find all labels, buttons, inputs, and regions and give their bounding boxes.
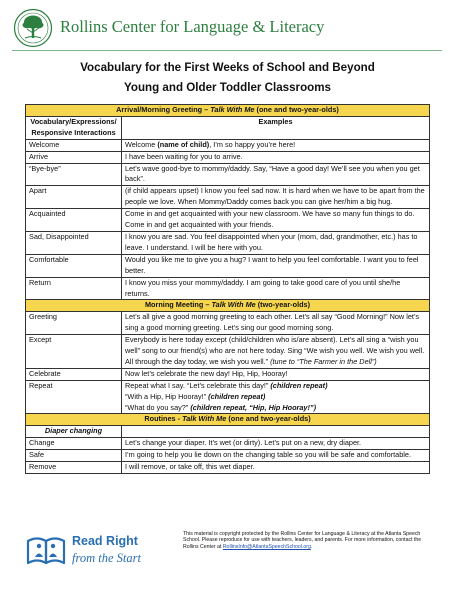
example-line	[125, 403, 426, 414]
section-label-italic: Talk With Me	[211, 300, 256, 310]
term-cell: Repeat	[26, 380, 122, 414]
example-cell: (if child appears upset) I know you feel sad now. It is hard when we have to be apart from the people we love. When Mommy/Daddy comes back you can give her/him a big hug.	[122, 186, 430, 209]
table-row	[26, 231, 430, 254]
section-label: Arrival/Morning Greeting –	[116, 105, 209, 114]
copyright-text: This material is copyright protected by the Rollins Center for Language & Literacy at the Atlanta Speech School. Please reproduce for use with teachers, leaders, and parents. For more information, contact the Rollins Center at	[183, 531, 422, 550]
term-cell: Arrive	[26, 151, 122, 163]
subheader-diaper-changing: Diaper changing	[26, 426, 122, 438]
example-italic-note: (children repeat)	[208, 391, 266, 401]
table-row	[26, 462, 430, 474]
document-subtitle: Young and Older Toddler Classrooms	[124, 81, 331, 94]
example-cell: Would you like me to give you a hug? I want to help you feel comfortable. I want you to feel better.	[122, 254, 430, 277]
example-italic-note: (tune to “The Farmer in the Dell”)	[270, 356, 377, 366]
table-row	[26, 139, 430, 151]
example-cell: I will remove, or take off, this wet diaper.	[122, 462, 430, 474]
example-text: Repeat what I say. “Let’s celebrate this day!”	[125, 380, 269, 390]
example-text-second: Come in and get acquainted with your friends.	[125, 220, 274, 230]
section-label-italic: Talk With Me	[182, 414, 227, 424]
example-cell: I’m going to help you lie down on the changing table so you will be safe and comfortable.	[122, 450, 430, 462]
subheader-row	[26, 426, 430, 438]
table-row	[26, 254, 430, 277]
example-bold: (name of child)	[157, 139, 210, 149]
org-name: Rollins Center for Language & Literacy	[60, 17, 325, 36]
example-cell	[122, 335, 430, 369]
section-label-italic: Talk With Me	[210, 105, 255, 114]
example-cell	[122, 380, 430, 414]
example-line	[125, 392, 426, 403]
table-row	[26, 368, 430, 380]
logo-text-from-the-start: from the Start	[72, 551, 141, 565]
example-cell: I know you miss your mommy/daddy. I am going to take good care of you until she/he returns.	[122, 277, 430, 300]
example-cell	[122, 209, 430, 232]
section-label: Morning Meeting –	[144, 300, 210, 310]
example-text: “What do you say?”	[125, 402, 189, 412]
example-text: Come in and get acquainted with your new classroom. We have so many fun things to do.	[125, 209, 415, 219]
section-label-tail: (one and two-year-olds)	[256, 105, 339, 114]
example-italic-note: (children repeat, “Hip, Hip Hooray!”)	[190, 402, 316, 412]
example-italic-note: (children repeat)	[270, 380, 328, 390]
example-text-tail: , I’m so happy you’re here!	[209, 139, 296, 149]
term-cell: “Bye-bye”	[26, 163, 122, 186]
example-cell: Let’s change your diaper. It’s wet (or dirty). Let’s put on a new, dry diaper.	[122, 438, 430, 450]
term-cell: Welcome	[26, 139, 122, 151]
term-cell: Change	[26, 438, 122, 450]
table-row	[26, 312, 430, 335]
header-divider	[12, 50, 442, 51]
table-row	[26, 380, 430, 414]
example-cell: Let’s all give a good morning greeting to each other. Let’s all say “Good Morning!” Now let’s sing a good morning greeting. Let’s sing our good morning song.	[122, 312, 430, 335]
example-cell: Let’s wave good-bye to mommy/daddy. Say, “Have a good day! We’ll see you when you get back”.	[122, 163, 430, 186]
example-cell	[122, 139, 430, 151]
column-header-vocabulary: Vocabulary/Expressions/ Responsive Interactions	[26, 116, 122, 139]
vocabulary-table	[25, 104, 430, 474]
term-cell: Acquainted	[26, 209, 122, 232]
table-row	[26, 186, 430, 209]
section-header-morning-meeting	[26, 300, 430, 312]
term-cell: Safe	[26, 450, 122, 462]
copyright-notice	[183, 531, 433, 550]
open-book-icon	[25, 533, 67, 567]
term-cell: Except	[26, 335, 122, 369]
term-cell: Greeting	[26, 312, 122, 335]
column-header-examples: Examples	[122, 116, 430, 139]
table-row	[26, 438, 430, 450]
example-text: Welcome	[125, 139, 158, 149]
empty-cell	[122, 426, 430, 438]
term-cell: Celebrate	[26, 368, 122, 380]
example-cell: I know you are sad. You feel disappointed when your (mom, dad, grandmother, etc.) has to leave. I understand. I will be here with you.	[122, 231, 430, 254]
table-row	[26, 151, 430, 163]
logo-text-read-right: Read Right	[72, 534, 138, 548]
table-row	[26, 335, 430, 369]
section-header-arrival	[26, 105, 430, 117]
example-line	[125, 381, 426, 392]
section-label: Routines -	[144, 414, 181, 424]
document-title: Vocabulary for the First Weeks of School and Beyond	[80, 61, 375, 74]
term-cell: Return	[26, 277, 122, 300]
term-cell: Apart	[26, 186, 122, 209]
table-row	[26, 163, 430, 186]
table-row	[26, 450, 430, 462]
example-cell: Now let’s celebrate the new day! Hip, Hip, Hooray!	[122, 368, 430, 380]
example-text: Everybody is here today except (child/children who is/are absent). Let’s all sing a “wish you well” song to our friend(s) who are not here today. Sing “We wish you well. We wish you well. All through the day today, we wish you well.”	[125, 335, 425, 366]
section-label-tail: (one and two-year-olds)	[228, 414, 311, 424]
contact-email-link[interactable]: RollinsInfo@AtlantaSpeechSchool.org	[222, 543, 311, 550]
copyright-text-tail: .	[310, 543, 313, 550]
table-row	[26, 277, 430, 300]
table-row	[26, 209, 430, 232]
column-header-row	[26, 116, 430, 139]
term-cell: Sad, Disappointed	[26, 231, 122, 254]
term-cell: Remove	[26, 462, 122, 474]
section-header-routines	[26, 414, 430, 426]
example-text: “With a Hip, Hip Hooray!”	[125, 391, 207, 401]
section-label-tail: (two-year-olds)	[257, 300, 311, 310]
term-cell: Comfortable	[26, 254, 122, 277]
example-cell: I have been waiting for you to arrive.	[122, 151, 430, 163]
tree-logo-icon	[12, 8, 54, 48]
